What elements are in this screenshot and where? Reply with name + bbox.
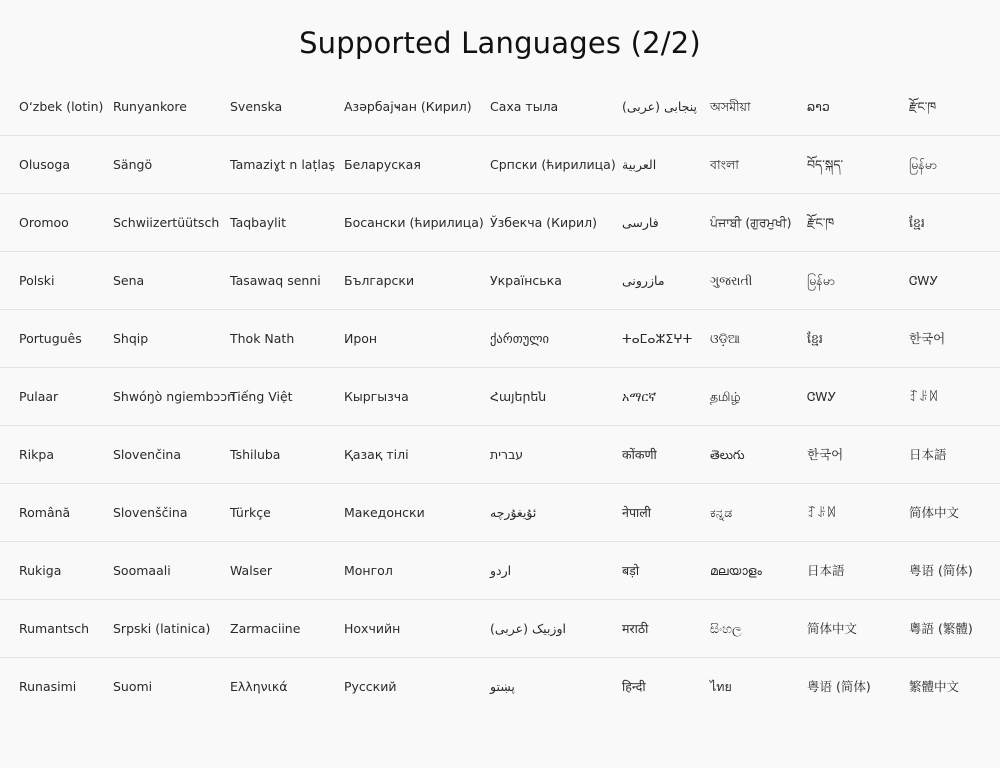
language-cell: नेपाली [622,505,651,520]
language-cell: Македонски [344,505,425,520]
language-table [0,78,1000,716]
language-cell: Schwiizertüütsch [113,215,220,230]
language-cell: Tiếng Việt [230,389,293,404]
language-cell: 简体中文 [807,621,858,636]
language-cell: Српски (ћирилица) [490,157,616,172]
language-cell: Азәрбајҹан (Кирил) [344,99,472,114]
language-cell: Walser [230,563,273,578]
language-cell: 日本語 [909,447,947,462]
language-cell: Srpski (latinica) [113,621,211,636]
table-row [0,252,1000,310]
table-row [0,542,1000,600]
language-cell: Oromoo [19,215,69,230]
language-cell: Tasawaq senni [230,273,321,288]
language-cell: Sängö [113,157,153,172]
language-cell: ᏣᎳᎩ [909,273,939,288]
language-cell: Soomaali [113,563,171,578]
language-cell: बड़ो [622,563,640,578]
language-cell: اوزبیک (عربی) [490,621,566,636]
language-cell: Română [19,505,71,520]
language-cell: తెలుగు [710,447,745,462]
language-cell: Olusoga [19,157,70,172]
language-cell: Taqbaylit [230,215,286,230]
language-cell: Slovenščina [113,505,188,520]
language-cell: فارسی [622,215,659,230]
language-cell: ไทย [710,679,732,694]
language-cell: ꆈꌠꉙ [807,505,837,520]
language-cell: मराठी [622,621,649,636]
language-cell: Rumantsch [19,621,90,636]
language-cell: कोंकणी [622,447,657,462]
language-cell: Ελληνικά [230,679,288,694]
language-cell: Türkçe [230,505,271,520]
table-row [0,78,1000,136]
language-cell: ქართული [490,331,550,346]
language-cell: 한국어 [909,331,946,346]
language-cell: ລາວ [807,99,830,114]
language-cell: O‘zbek (lotin) [19,99,104,114]
language-cell: ꆈꌠꉙ [909,389,939,404]
language-cell: Slovenčina [113,447,181,462]
language-cell: Монгол [344,563,393,578]
language-cell: हिन्दी [622,679,646,694]
language-cell: Босански (ћирилица) [344,215,484,230]
language-cell: 简体中文 [909,505,960,520]
language-cell: Български [344,273,415,288]
language-cell: မြန်မာ [807,273,835,288]
language-cell: বাংলা [710,157,739,172]
language-cell: བོད་སྐད་ [807,157,844,172]
language-cell: Zarmaciine [230,621,301,636]
language-cell: Suomi [113,679,153,694]
language-cell: ئۇيغۇرچە [490,505,537,520]
language-cell: ಕನ್ನಡ [710,505,733,520]
language-cell: မြန်မာ [909,157,937,172]
table-row [0,658,1000,716]
language-cell: ଓଡ଼ିଆ [710,331,740,346]
page-title: Supported Languages (2/2) [299,26,701,60]
language-cell: مازرونی [622,273,665,288]
language-cell: Pulaar [19,389,59,404]
language-cell: ខ្មែរ [807,331,823,346]
language-cell: ⵜⴰⵎⴰⵣⵉⵖⵜ [622,331,693,346]
language-cell: Shqip [113,331,149,346]
language-cell: Shwóŋò ngiembɔɔn [113,389,236,404]
language-cell: Қазақ тілі [344,447,409,462]
language-cell: Português [19,331,82,346]
language-cell: Հայերեն [490,389,547,404]
language-cell: ខ្មែរ [909,215,925,230]
table-row [0,368,1000,426]
language-cell: ᏣᎳᎩ [807,389,837,404]
language-cell: മലയാളം [710,563,762,578]
language-cell: Саха тыла [490,99,559,114]
language-cell: ગુજરાતી [710,273,753,288]
table-row [0,484,1000,542]
language-cell: অসমীয়া [710,99,751,114]
language-cell: اردو [490,563,512,578]
language-cell: العربية [622,157,657,172]
table-row [0,194,1000,252]
language-cell: Кыргызча [344,389,409,404]
language-cell: 한국어 [807,447,844,462]
table-row [0,136,1000,194]
language-cell: 日本語 [807,563,845,578]
language-cell: Svenska [230,99,283,114]
language-cell: 粵語 (繁體) [909,621,973,636]
language-cell: پښتو [490,679,515,694]
language-cell: Sena [113,273,145,288]
language-cell: Polski [19,273,55,288]
language-cell: Rukiga [19,563,62,578]
table-row [0,600,1000,658]
language-cell: Беларуская [344,157,421,172]
language-cell: සිංහල [710,621,742,636]
language-cell: Ирон [344,331,378,346]
table-row [0,310,1000,368]
language-cell: Русский [344,679,397,694]
language-cell: پنجابی (عربی) [622,99,698,114]
language-cell: 粤语 (简体) [807,679,871,694]
language-cell: 繁體中文 [909,679,960,694]
language-cell: Runasimi [19,679,77,694]
language-cell: Tamaziɣt n laṭlaṣ [230,157,335,172]
language-cell: አማርኛ [622,389,657,404]
language-cell: Українська [490,273,562,288]
language-cell: རྫོང་ཁ [909,99,937,114]
language-cell: ਪੰਜਾਬੀ (ਗੁਰਮੁਖੀ) [710,215,792,230]
language-cell: 粤语 (简体) [909,563,973,578]
language-cell: Ўзбекча (Кирил) [490,215,598,230]
language-cell: Rikpa [19,447,54,462]
language-cell: Tshiluba [230,447,281,462]
language-cell: Нохчийн [344,621,401,636]
language-cell: தமிழ் [710,389,741,404]
language-cell: עברית [490,447,524,462]
table-row [0,426,1000,484]
language-cell: Thok Nath [230,331,295,346]
language-cell: Runyankore [113,99,187,114]
language-cell: རྫོང་ཁ [807,215,835,230]
